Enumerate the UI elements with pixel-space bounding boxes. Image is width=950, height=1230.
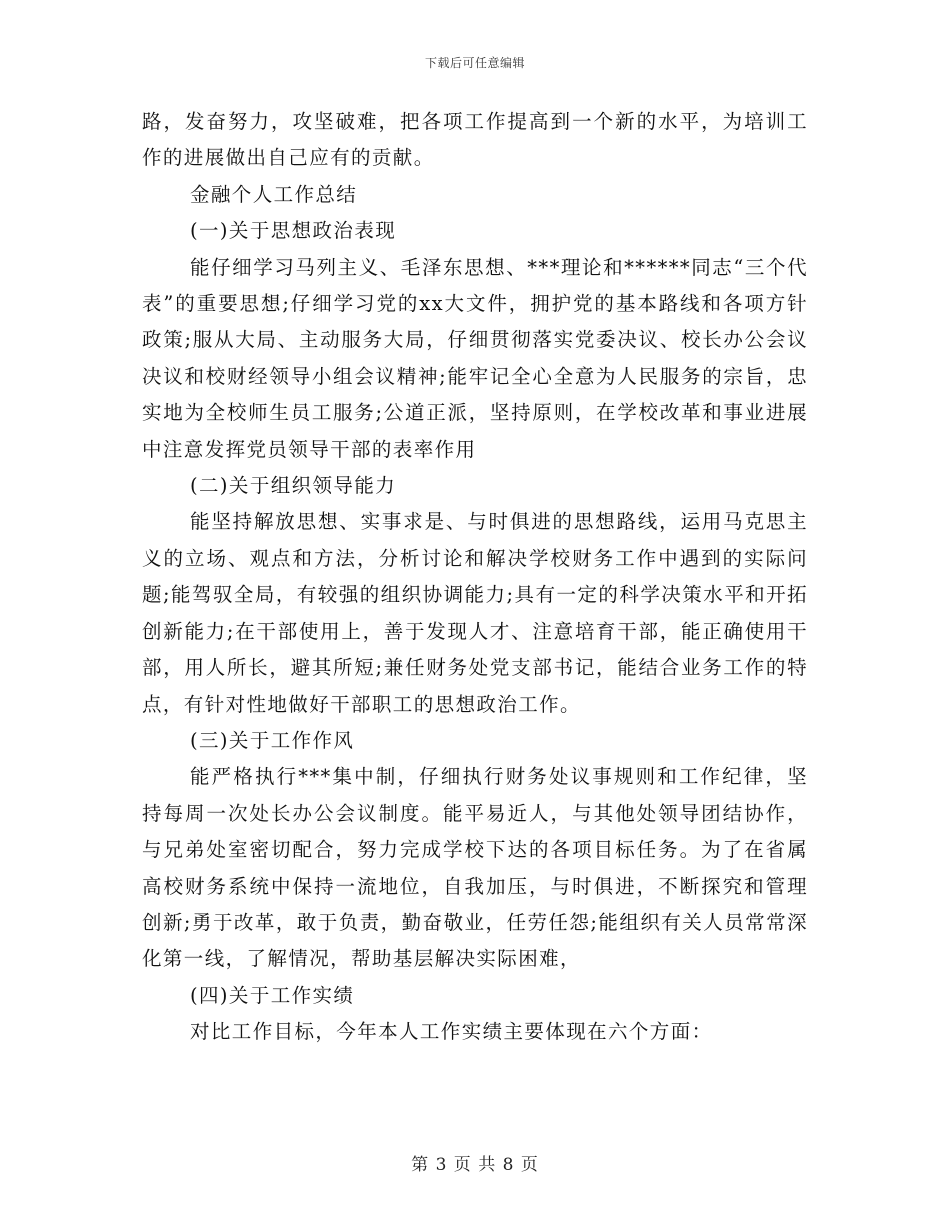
page-header: 下载后可任意编辑 (424, 56, 525, 70)
section-heading-4: (四)关于工作实绩 (190, 983, 355, 1007)
section-text-2: 能坚持解放思想、实事求是、与时俱进的思想路线，运用马克思主义的立场、观点和方法，分析讨论和解决学校财务工作中遇到的实际问题;能驾驭全局，有较强的组织协调能力;具有一定的科学决策水平和开拓创新能力;在干部使用上，善于发现人才、注意培育干部，能正确使用干部，用人所长，避其所短;兼任财务处党支部书记，能结合业务工作的特点，有针对性地做好干部职工的思想政治工作。 (142, 510, 808, 716)
paragraph-continued: 路，发奋努力，攻坚破难，把各项工作提高到一个新的水平，为培训工作的进展做出自己应有的贡献。 (142, 110, 808, 170)
document-title: 金融个人工作总结 (190, 182, 358, 206)
section-heading-3: (三)关于工作作风 (190, 728, 355, 752)
document-body (142, 104, 808, 1051)
page-number: 第 3 页 共 8 页 (411, 1155, 539, 1175)
section-text-1: 能仔细学习马列主义、毛泽东思想、***理论和******同志“三个代表”的重要思想;仔细学习党的xx大文件，拥护党的基本路线和各项方针政策;服从大局、主动服务大局，仔细贯彻落实党委决议、校长办公会议决议和校财经领导小组会议精神;能牢记全心全意为人民服务的宗旨，忠实地为全校师生员工服务;公道正派，坚持原则，在学校改革和事业进展中注意发挥党员领导干部的表率作用 (142, 255, 808, 461)
section-heading-2: (二)关于组织领导能力 (190, 474, 397, 498)
page-footer (0, 1150, 950, 1175)
section-heading-1: (一)关于思想政治表现 (190, 219, 397, 243)
section-text-3: 能严格执行***集中制，仔细执行财务处议事规则和工作纪律，坚持每周一次处长办公会议制度。能平易近人，与其他处领导团结协作，与兄弟处室密切配合，努力完成学校下达的各项目标任务。为了在省属高校财务系统中保持一流地位，自我加压，与时俱进，不断探究和管理创新;勇于改革，敢于负责，勤奋敬业，任劳任怨;能组织有关人员常常深化第一线，了解情况，帮助基层解决实际困难， (142, 765, 808, 971)
section-text-4: 对比工作目标，今年本人工作实绩主要体现在六个方面： (190, 1020, 713, 1044)
